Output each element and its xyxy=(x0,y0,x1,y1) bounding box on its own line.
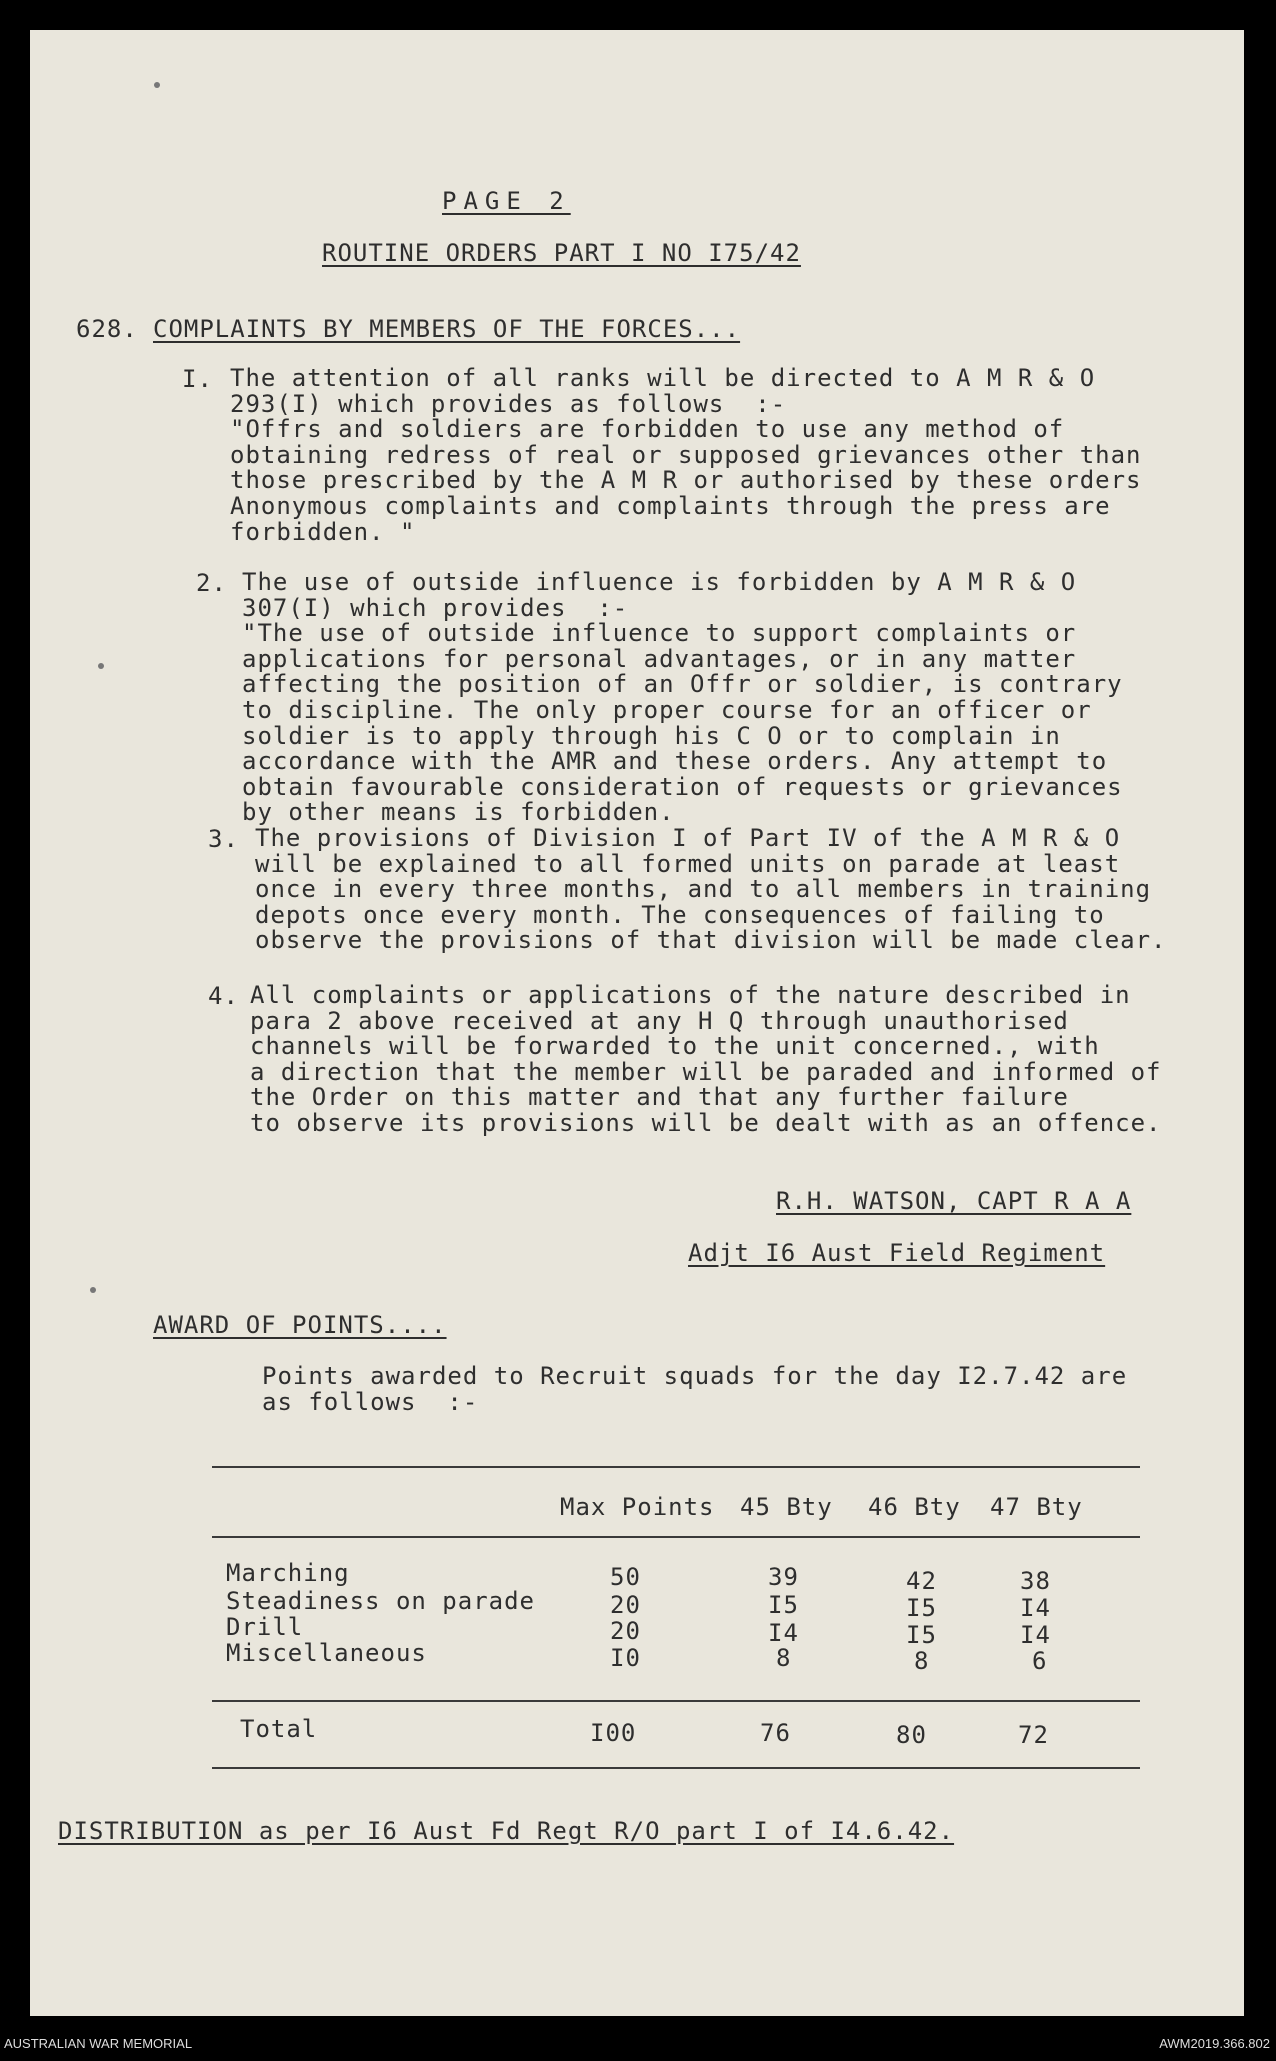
signature-name: R.H. WATSON, CAPT R A A xyxy=(776,1187,1132,1215)
paragraph-4 xyxy=(250,983,1162,1137)
col-header-max: Max Points xyxy=(560,1493,715,1521)
cell-max: I0 xyxy=(610,1644,641,1672)
para-line: forbidden. " xyxy=(230,517,416,546)
col-header-45: 45 Bty xyxy=(740,1493,833,1521)
cell-47: I4 xyxy=(1020,1594,1051,1622)
paragraph-2 xyxy=(242,570,1123,826)
cell-46: 8 xyxy=(914,1647,930,1675)
para-line: applications for personal advantages, or in any matter xyxy=(242,644,1077,673)
cell-max: 50 xyxy=(610,1563,641,1591)
para-line: 293(I) which provides as follows :- xyxy=(230,389,787,418)
cell-47: 6 xyxy=(1032,1647,1048,1675)
cell-45: 8 xyxy=(776,1644,792,1672)
paragraph-1 xyxy=(230,366,1142,545)
table-rule-header xyxy=(212,1536,1140,1538)
table-rule-total xyxy=(212,1700,1140,1702)
total-47: 72 xyxy=(1018,1721,1049,1749)
para-line: The provisions of Division I of Part IV of the A M R & O xyxy=(255,824,1121,852)
award-intro xyxy=(262,1364,1127,1415)
para-line: depots once every month. The consequences of failing to xyxy=(255,900,1105,929)
table-rule-bottom xyxy=(212,1767,1140,1769)
para-line: once in every three months, and to all members in training xyxy=(255,875,1152,904)
para-line: affecting the position of an Offr or soldier, is contrary xyxy=(242,670,1123,699)
col-header-47: 47 Bty xyxy=(990,1493,1083,1521)
para-line: will be explained to all formed units on parade at least xyxy=(255,849,1121,878)
intro-line: Points awarded to Recruit squads for the day I2.7.42 are xyxy=(262,1362,1128,1390)
cell-47: 38 xyxy=(1020,1567,1051,1595)
para-line: a direction that the member will be paraded and informed of xyxy=(250,1057,1162,1086)
footer-accession-number: AWM2019.366.802 xyxy=(1159,2036,1270,2051)
staple-hole xyxy=(90,1287,96,1293)
distribution-line: DISTRIBUTION as per I6 Aust Fd Regt R/O part I of I4.6.42. xyxy=(58,1817,955,1845)
cell-46: I5 xyxy=(906,1621,937,1649)
para-line: The use of outside influence is forbidden by A M R & O xyxy=(242,568,1077,596)
award-heading: AWARD OF POINTS.... xyxy=(153,1311,447,1339)
section-number: 628. xyxy=(76,315,138,343)
row-label: Miscellaneous xyxy=(226,1639,427,1667)
cell-max: 20 xyxy=(610,1591,641,1619)
cell-45: I5 xyxy=(768,1591,799,1619)
cell-47: I4 xyxy=(1020,1621,1051,1649)
para-line: accordance with the AMR and these orders. Any attempt to xyxy=(242,747,1108,776)
signature-role: Adjt I6 Aust Field Regiment xyxy=(688,1239,1106,1267)
total-label: Total xyxy=(240,1715,318,1743)
section-heading: COMPLAINTS BY MEMBERS OF THE FORCES... xyxy=(153,315,741,343)
para-line: the Order on this matter and that any further failure xyxy=(250,1083,1069,1112)
cell-46: I5 xyxy=(906,1594,937,1622)
total-46: 80 xyxy=(896,1721,927,1749)
para-line: "Offrs and soldiers are forbidden to use any method of xyxy=(230,415,1065,444)
intro-line: as follows :- xyxy=(262,1387,479,1416)
row-label: Marching xyxy=(226,1559,350,1587)
staple-hole xyxy=(154,82,160,88)
staple-hole xyxy=(98,663,104,669)
cell-max: 20 xyxy=(610,1617,641,1645)
para-line: "The use of outside influence to support complaints or xyxy=(242,619,1077,648)
para-line: All complaints or applications of the nature described in xyxy=(250,981,1131,1009)
cell-45: I4 xyxy=(768,1619,799,1647)
paragraph-3 xyxy=(255,826,1167,954)
para-line: 307(I) which provides :- xyxy=(242,593,629,622)
para-number: 3. xyxy=(208,825,239,853)
para-line: Anonymous complaints and complaints through the press are xyxy=(230,491,1111,520)
table-rule-top xyxy=(212,1466,1140,1468)
footer-credit: AUSTRALIAN WAR MEMORIAL xyxy=(4,2036,193,2051)
total-max: I00 xyxy=(590,1719,637,1747)
row-label: Steadiness on parade xyxy=(226,1587,535,1615)
para-number: 4. xyxy=(208,982,239,1010)
para-line: observe the provisions of that division will be made clear. xyxy=(255,926,1167,955)
para-line: to observe its provisions will be dealt with as an offence. xyxy=(250,1108,1162,1137)
para-line: by other means is forbidden. xyxy=(242,798,675,827)
row-label: Drill xyxy=(226,1613,304,1641)
col-header-46: 46 Bty xyxy=(868,1493,961,1521)
para-line: those prescribed by the A M R or authorised by these orders xyxy=(230,466,1142,495)
para-line: channels will be forwarded to the unit concerned., with xyxy=(250,1032,1100,1061)
total-45: 76 xyxy=(760,1719,791,1747)
para-number: I. xyxy=(182,365,213,393)
para-line: obtain favourable consideration of requests or grievances xyxy=(242,772,1123,801)
cell-45: 39 xyxy=(768,1563,799,1591)
para-line: obtaining redress of real or supposed grievances other than xyxy=(230,440,1142,469)
document-title: ROUTINE ORDERS PART I NO I75/42 xyxy=(322,239,801,267)
para-line: to discipline. The only proper course for an officer or xyxy=(242,695,1092,724)
para-line: para 2 above received at any H Q through unauthorised xyxy=(250,1006,1069,1035)
para-line: The attention of all ranks will be directed to A M R & O xyxy=(230,364,1096,392)
cell-46: 42 xyxy=(906,1567,937,1595)
page-number: PAGE 2 xyxy=(442,187,571,215)
para-number: 2. xyxy=(196,569,227,597)
para-line: soldier is to apply through his C O or to complain in xyxy=(242,721,1061,750)
